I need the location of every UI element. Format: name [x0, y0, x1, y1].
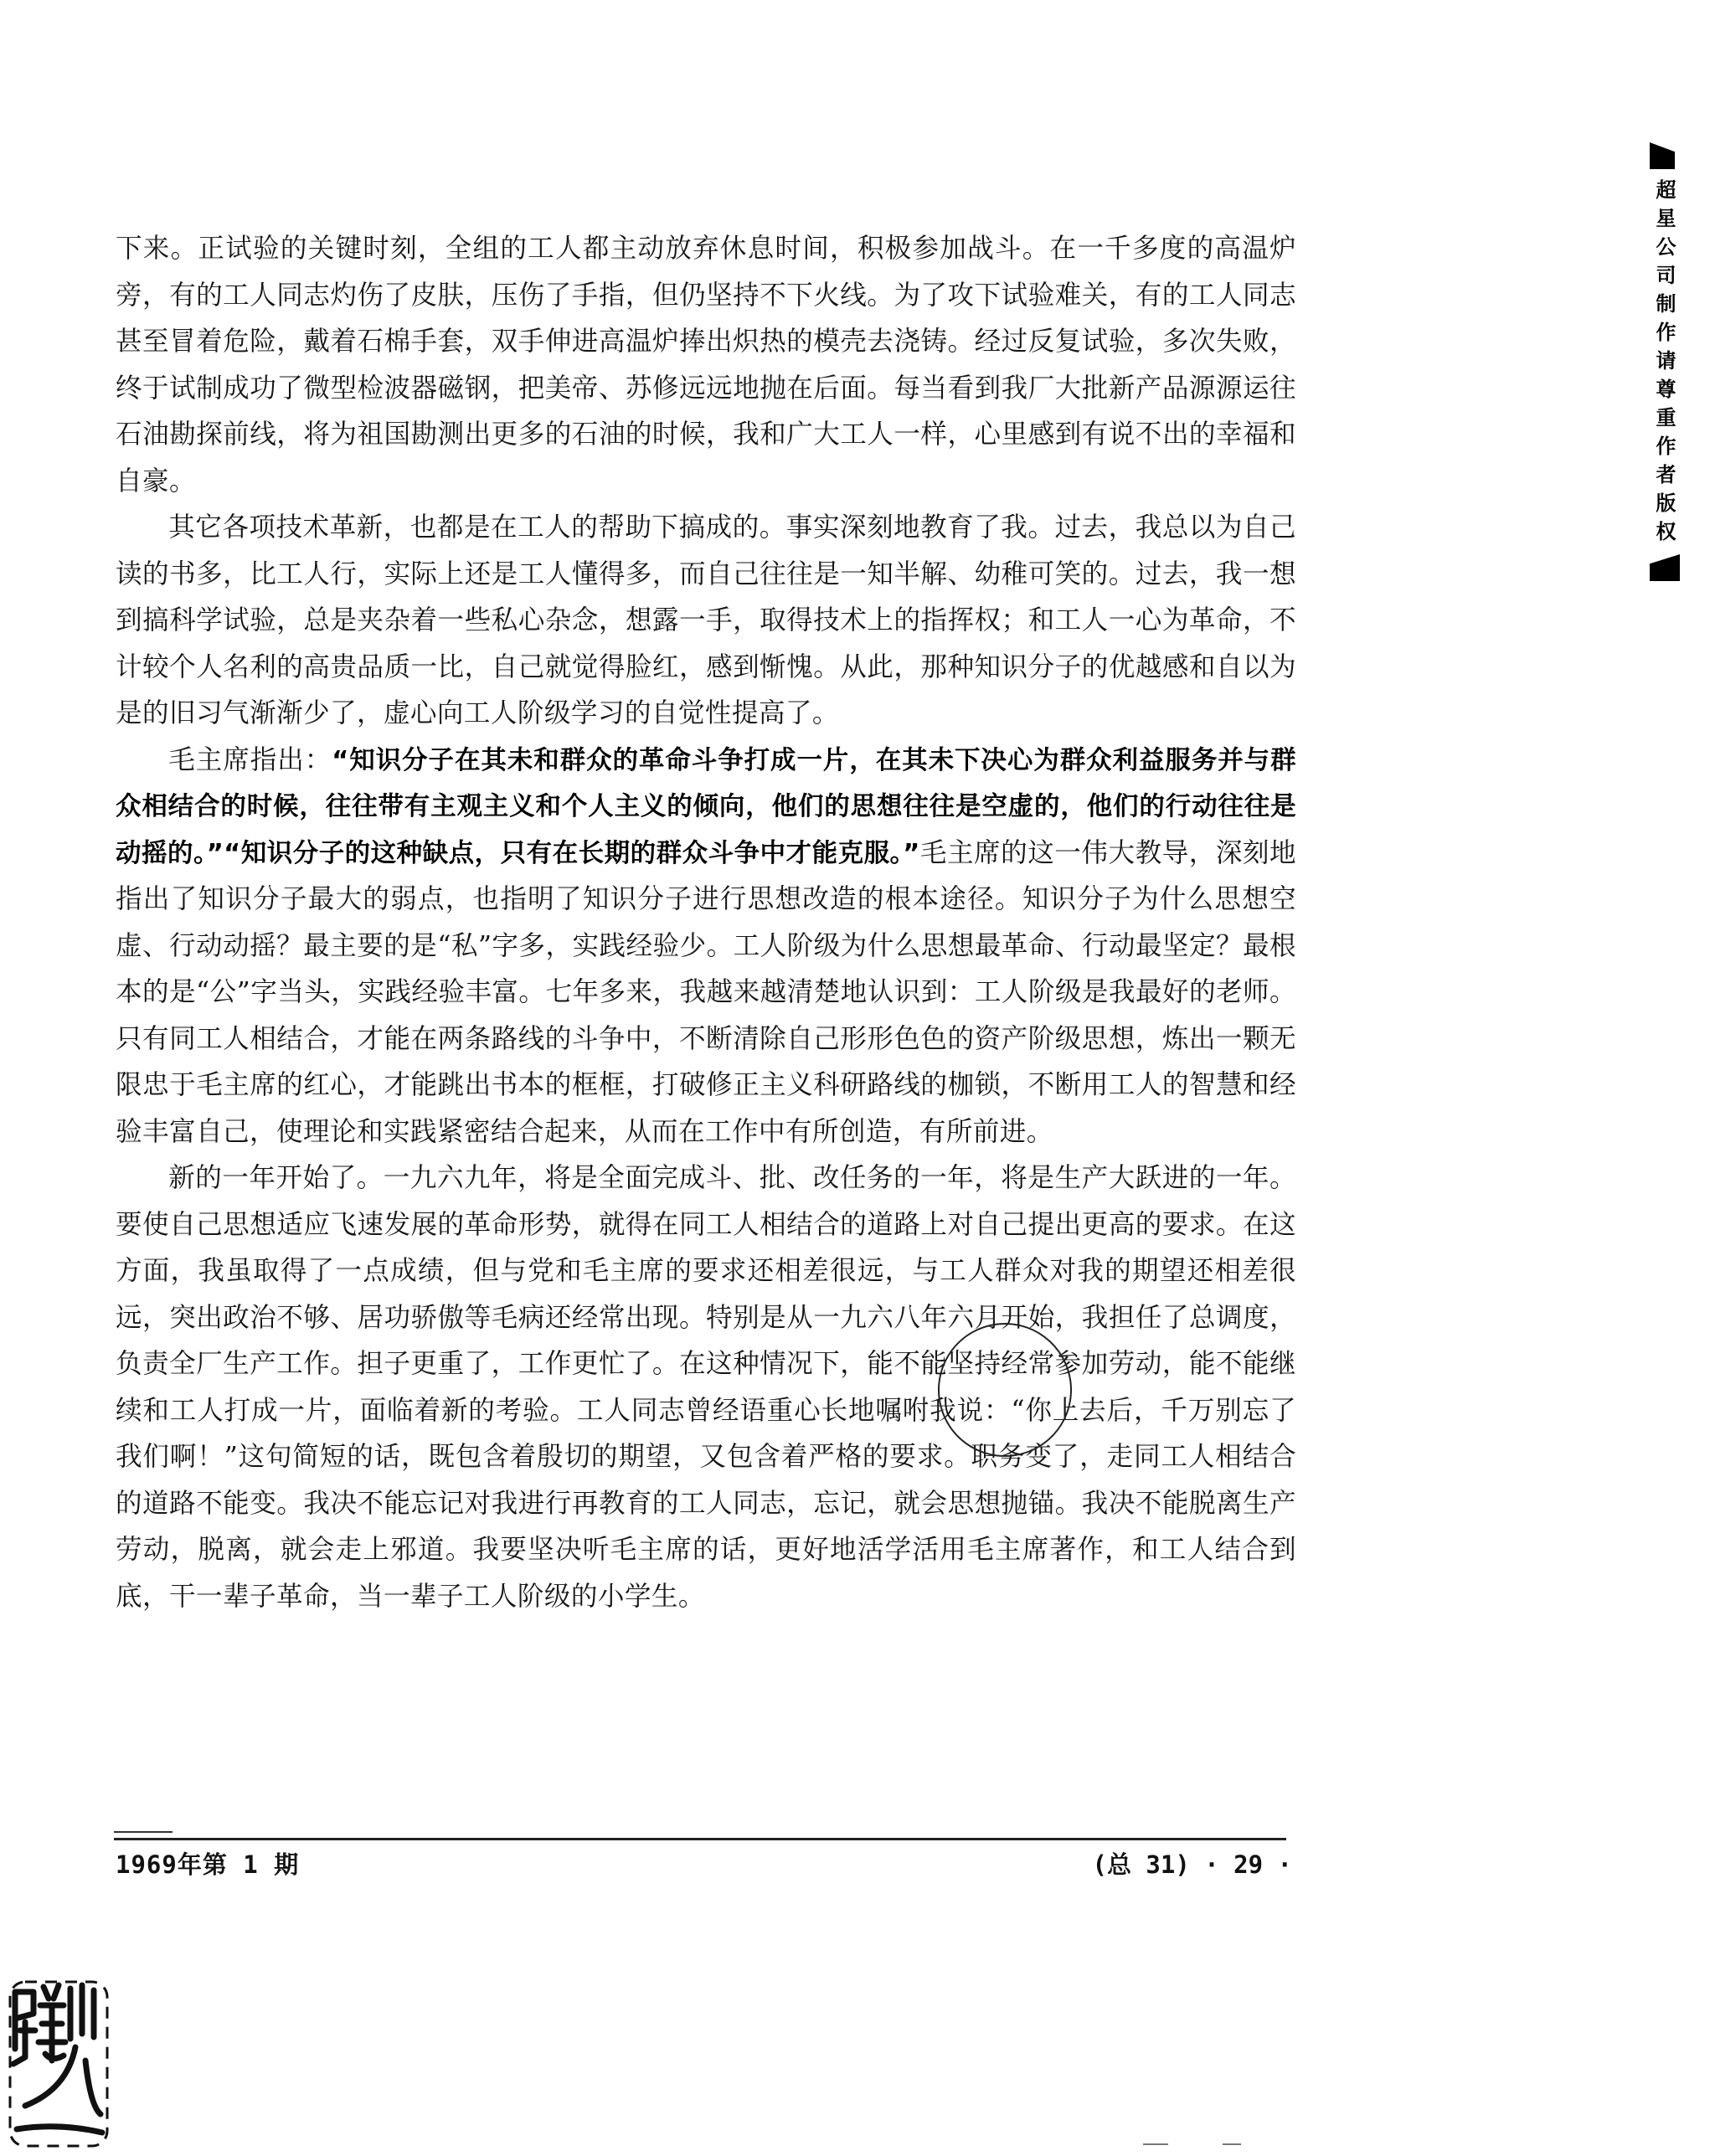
mao-quote: “知识分子在其未和群众的革命斗争打成一片，在其未下决心为群众利益服务并与群众相结合的时候，往往带有主观主义和个人主义的倾向，他们的思想往往是空虚的，他们的行动往往是动摇的。”“知识分子的这种缺点，只有在长期的群众斗争中才能克服。” — [116, 745, 1296, 868]
watermark-text: 超星公司制作请尊重作者版权 — [1652, 179, 1676, 549]
paragraph-2: 其它各项技术革新，也都是在工人的帮助下搞成的。事实深刻地教育了我。过去，我总以为自己读的书多，比工人行，实际上还是工人懂得多，而自己往往是一知半解、幼稚可笑的。过去，我一想到搞科学试验，总是夹杂着一些私心杂念，想露一手，取得技术上的指挥权；和工人一心为革命，不计较个人名利的高贵品质一比，自己就觉得脸红，感到惭愧。从此，那种知识分子的优越感和自以为是的旧习气渐渐少了，虚心向工人阶级学习的自觉性提高了。 — [116, 512, 1296, 728]
paragraph-3-body: 毛主席的这一伟大教导，深刻地指出了知识分子最大的弱点，也指明了知识分子进行思想改造的根本途径。知识分子为什么思想空虚、行动动摇？最主要的是“私”字多，实践经验少。工人阶级为什么思想最革命、行动最坚定？最根本的是“公”字当头，实践经验丰富。七年多来，我越来越清楚地认识到：工人阶级是我最好的老师。只有同工人相结合，才能在两条路线的斗争中，不断清除自己形形色色的资产阶级思想，炼出一颗无限忠于毛主席的红心，才能跳出书本的框框，打破修正主义科研路线的枷锁，不断用工人的智慧和经验丰富自己，使理论和实践紧密结合起来，从而在工作中有所创造，有所前进。 — [116, 837, 1296, 1147]
paragraph-1: 下来。正试验的关键时刻，全组的工人都主动放弃休息时间，积极参加战斗。在一千多度的高温炉旁，有的工人同志灼伤了皮肤，压伤了手指，但仍坚持不下火线。为了攻下试验难关，有的工人同志甚至冒着危险，戴着石棉手套，双手伸进高温炉捧出炽热的模壳去浇铸。经过反复试验，多次失败，终于试制成功了微型检波器磁钢，把美帝、苏修远远地抛在后面。每当看到我厂大批新产品源源运往石油勘探前线，将为祖国勘测出更多的石油的时候，我和广大工人一样，心里感到有说不出的幸福和自豪。 — [116, 234, 1296, 497]
copyright-watermark — [1650, 142, 1687, 581]
scan-mark — [1143, 2143, 1168, 2145]
scan-mark — [1223, 2143, 1241, 2145]
footer-rule — [114, 1838, 1286, 1840]
paragraph-3 — [116, 738, 1296, 1156]
issue-label: 1969年第 1 期 — [116, 1850, 300, 1879]
library-seal-stamp — [8, 1980, 109, 2148]
footer-rule-accent — [114, 1831, 173, 1833]
quote-lead: 毛主席指出： — [168, 744, 332, 775]
watermark-bar-top — [1650, 142, 1675, 169]
paragraph-4: 新的一年开始了。一九六九年，将是全面完成斗、批、改任务的一年，将是生产大跃进的一年。要使自己思想适应飞速发展的革命形势，就得在同工人相结合的道路上对自己提出更高的要求。在这方面，我虽取得了一点成绩，但与党和毛主席的要求还相差很远，与工人群众对我的期望还相差很远，突出政治不够、居功骄傲等毛病还经常出现。特别是从一九六八年六月开始，我担任了总调度，负责全厂生产工作。担子更重了，工作更忙了。在这种情况下，能不能坚持经常参加劳动，能不能继续和工人打成一片，面临着新的考验。工人同志曾经语重心长地嘱咐我说：“你上去后，千万别忘了我们啊！”这句简短的话，既包含着殷切的期望，又包含着严格的要求。职务变了，走同工人相结合的道路不能变。我决不能忘记对我进行再教育的工人同志，忘记，就会思想抛锚。我决不能脱离生产劳动，脱离，就会走上邪道。我要坚决听毛主席的话，更好地活学活用毛主席著作，和工人结合到底，干一辈子革命，当一辈子工人阶级的小学生。 — [116, 1163, 1296, 1612]
page-number: (总 31) · 29 · — [1092, 1850, 1292, 1879]
watermark-bar-bottom — [1650, 554, 1680, 581]
article-body — [116, 226, 1296, 1620]
